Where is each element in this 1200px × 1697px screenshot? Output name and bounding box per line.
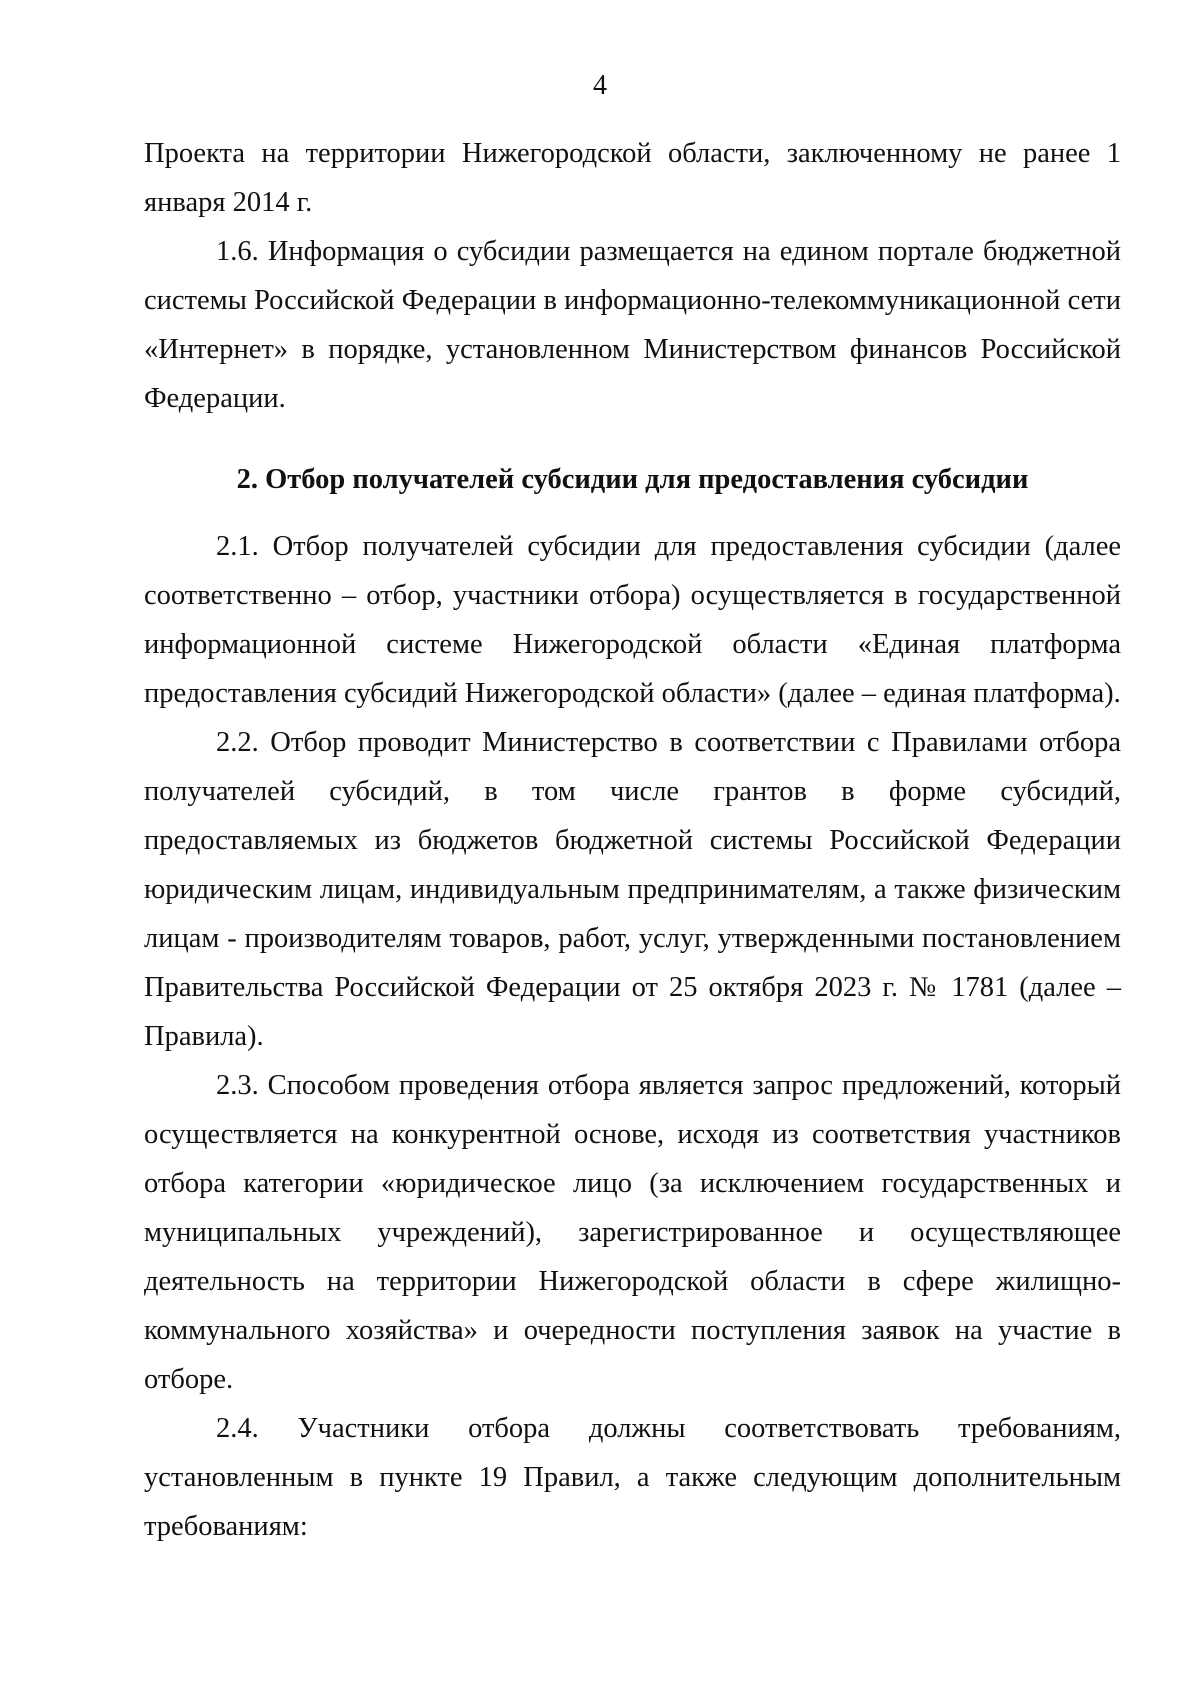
paragraph-2-3: 2.3. Способом проведения отбора является запрос предложений, который осуществляется на конкурентной основе, исходя из соответствия участников отбора категории «юридическое лицо (за исключением государственных и муниципальных учреждений), зарегистрированное и осуществляющее деятельность на территории Нижегородской области в сфере жилищно-коммунального хозяйства» и очередности поступления заявок на участие в отборе.: [144, 1070, 1121, 1395]
paragraph-2-1: 2.1. Отбор получателей субсидии для предоставления субсидии (далее соответственно – отбор, участники отбора) осуществляется в государственной информационной системе Нижегородской области «Единая платформа предоставления субсидий Нижегородской области» (далее – единая платформа).: [144, 531, 1121, 709]
paragraph-2-4: 2.4. Участники отбора должны соответствовать требованиям, установленным в пункте 19 Правил, а также следующим дополнительным требованиям:: [144, 1413, 1121, 1542]
paragraph-continuation: Проекта на территории Нижегородской области, заключенному не ранее 1 января 2014 г.: [144, 138, 1121, 218]
paragraph-2-2: 2.2. Отбор проводит Министерство в соответствии с Правилами отбора получателей субсидий, в том числе грантов в форме субсидий, предоставляемых из бюджетов бюджетной системы Российской Федерации юридическим лицам, индивидуальным предпринимателям, а также физическим лицам - производителям товаров, работ, услуг, утвержденными постановлением Правительства Российской Федерации от 25 октября 2023 г. № 1781 (далее – Правила).: [144, 727, 1121, 1052]
paragraph-1-6: 1.6. Информация о субсидии размещается на едином портале бюджетной системы Российской Федерации в информационно-телекоммуникационной сети «Интернет» в порядке, установленном Министерством финансов Российской Федерации.: [144, 236, 1121, 414]
document-body: [144, 129, 1121, 1551]
page-number: 4: [593, 70, 607, 101]
section-heading: 2. Отбор получателей субсидии для предоставления субсидии: [236, 464, 1029, 495]
